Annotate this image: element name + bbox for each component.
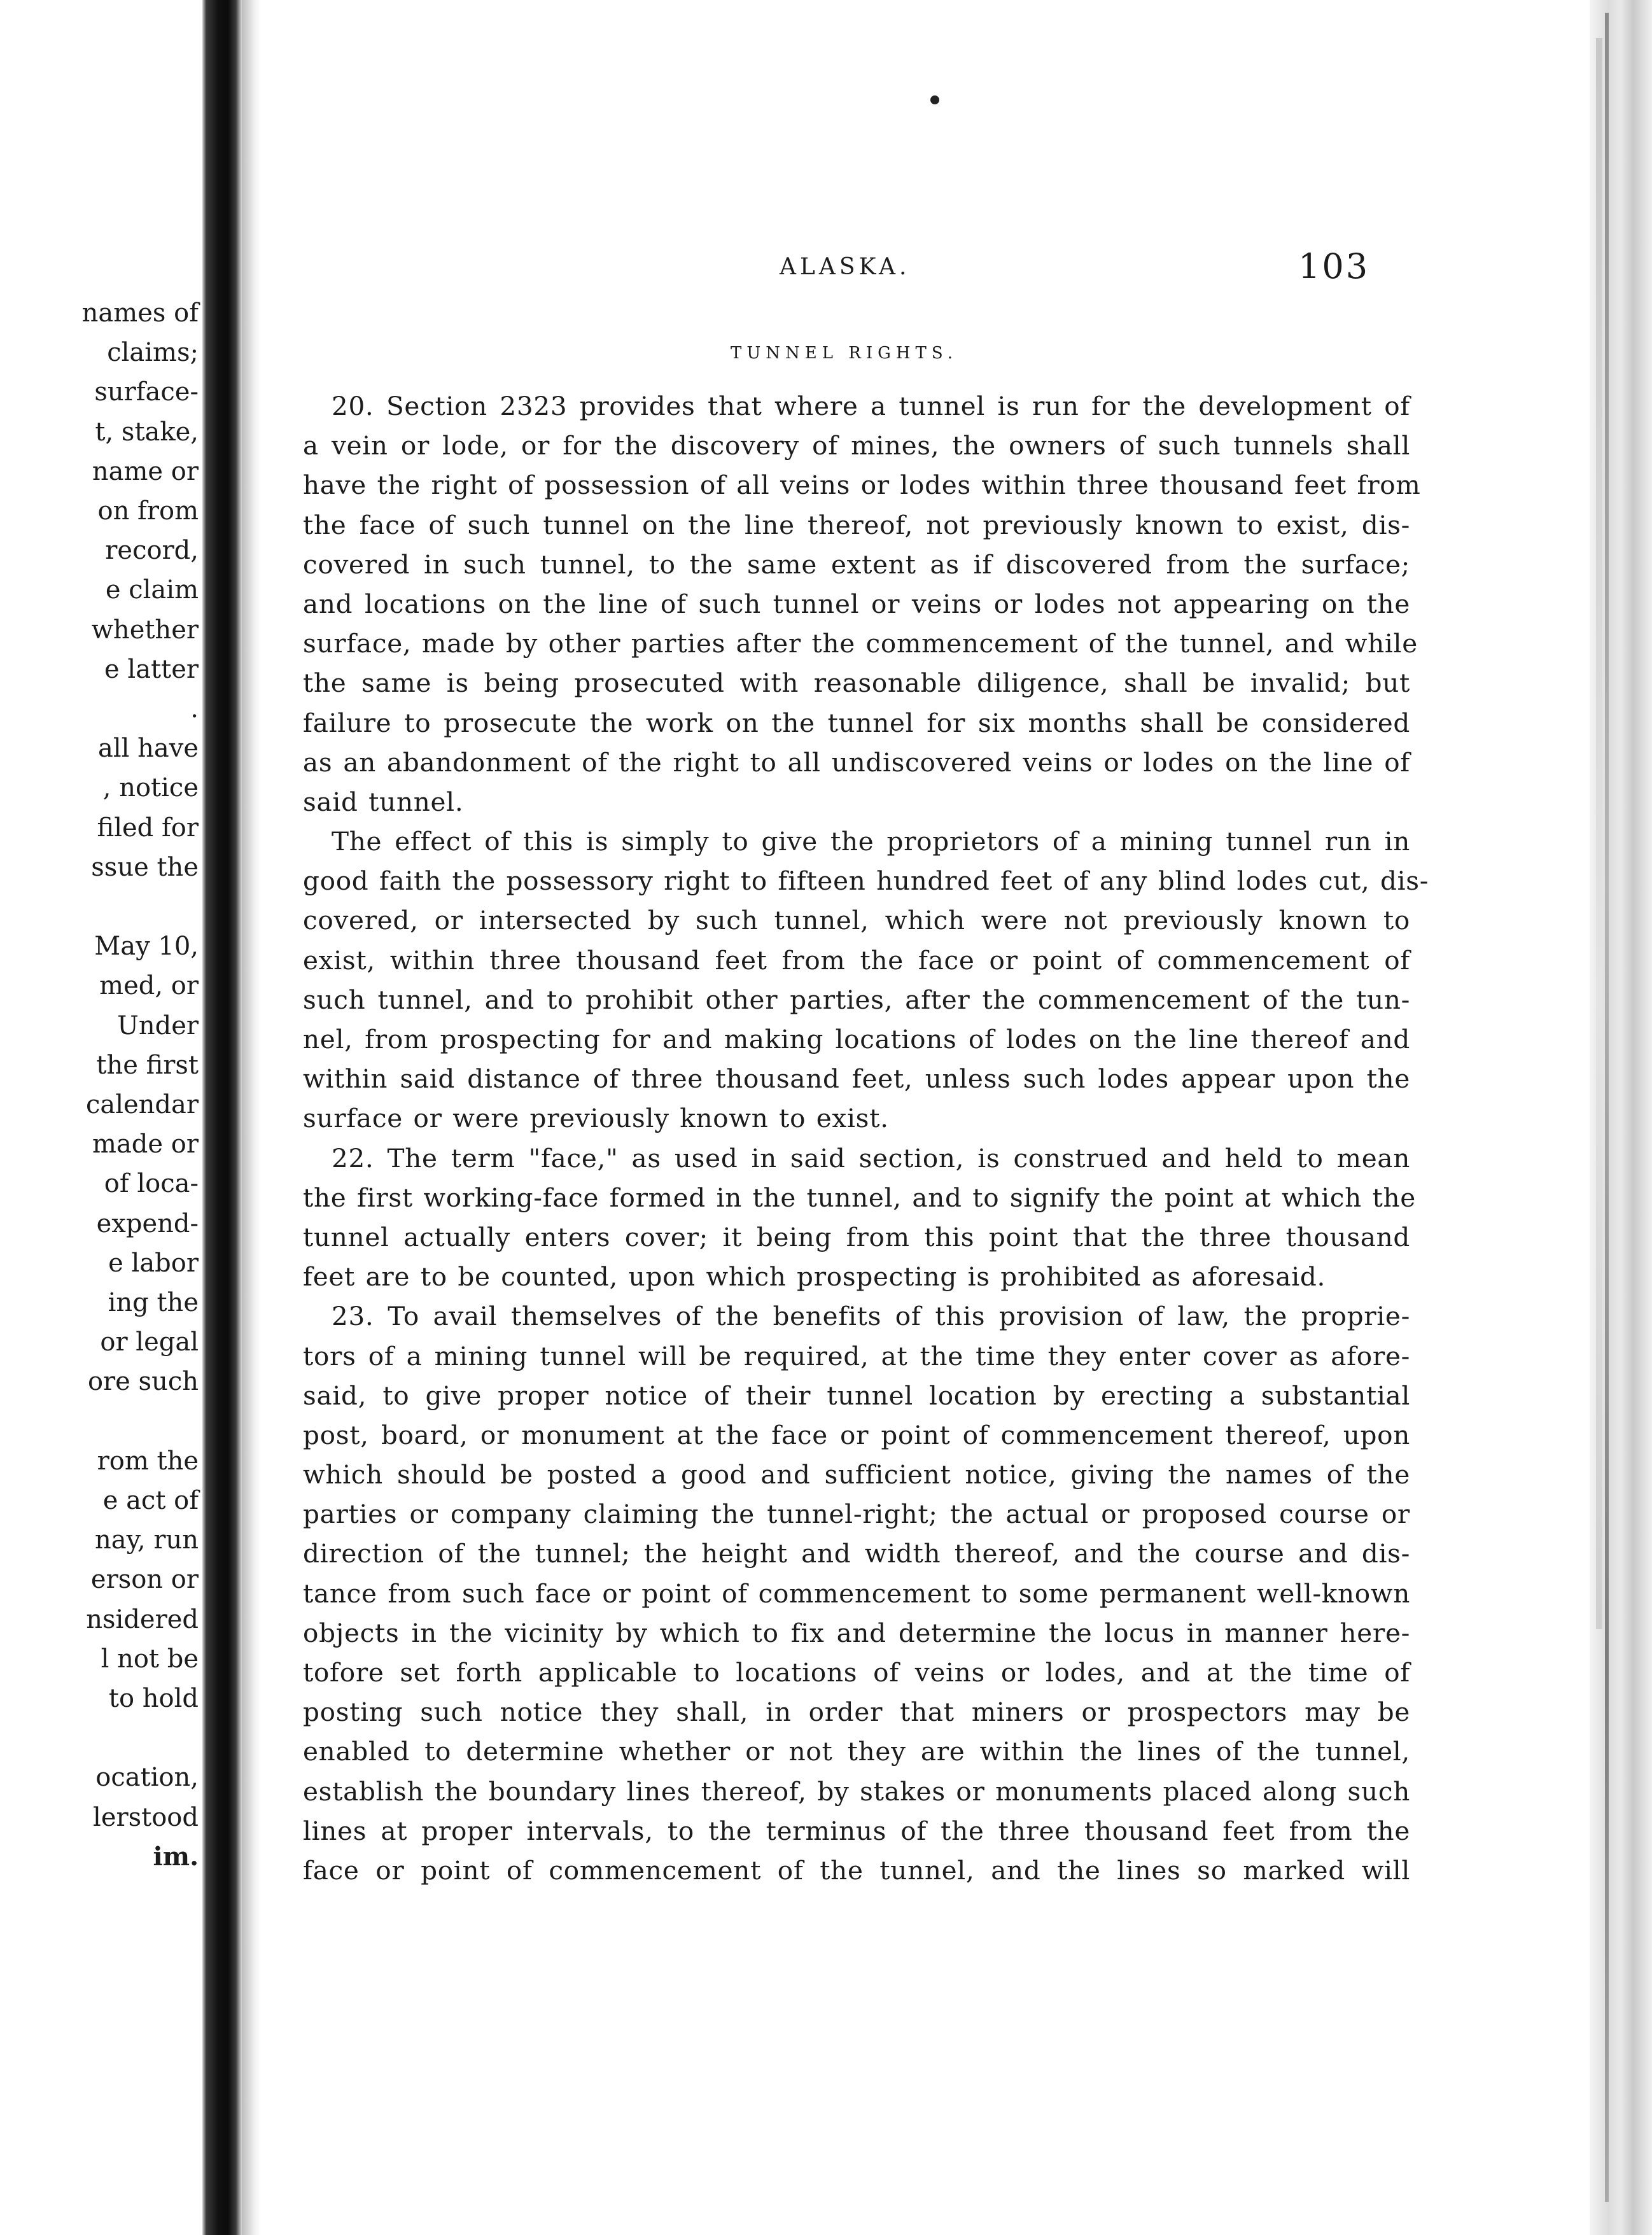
body-line: as an abandonment of the right to all undiscovered veins or lodes on the line of: [303, 746, 1410, 778]
left-page-line: ocation,: [95, 1763, 199, 1793]
body-line: face or point of commencement of the tunnel, and the lines so marked will: [303, 1854, 1410, 1886]
body-line: said, to give proper notice of their tunnel location by erecting a substantial: [303, 1380, 1410, 1411]
left-page-line: claims;: [107, 338, 199, 368]
left-facing-page: [0, 0, 202, 2235]
gutter-shadow: [242, 0, 261, 2235]
left-page-line: the first: [96, 1050, 199, 1080]
running-title: ALASKA.: [780, 254, 911, 280]
body-line: failure to prosecute the work on the tunnel for six months shall be considered: [303, 707, 1410, 738]
left-page-line: nay, run: [95, 1525, 199, 1555]
body-line: have the right of possession of all veins or lodes within three thousand feet from: [303, 470, 1421, 501]
body-line: nel, from prospecting for and making locations of lodes on the line thereof and: [303, 1024, 1410, 1054]
body-line: tofore set forth applicable to locations of veins or lodes, and at the time of: [303, 1657, 1410, 1688]
left-page-line: all have: [97, 734, 199, 764]
left-page-line: to hold: [108, 1684, 199, 1713]
ink-speck: [930, 95, 939, 104]
left-page-line: .: [190, 694, 199, 724]
section-heading: TUNNEL RIGHTS.: [731, 344, 958, 363]
body-line: the face of such tunnel on the line thereof, not previously known to exist, dis-: [303, 509, 1410, 540]
left-page-line: e labor: [108, 1248, 199, 1278]
left-page-line: on from: [97, 496, 199, 526]
left-page-line: Under: [117, 1011, 199, 1040]
body-line: the first working-face formed in the tunnel, and to signify the point at which the: [303, 1182, 1416, 1213]
body-line: good faith the possessory right to fifteen hundred feet of any blind lodes cut, dis-: [303, 865, 1429, 897]
left-page-line: calendar: [85, 1090, 199, 1119]
left-page-line: , notice: [102, 773, 199, 803]
left-page-line: l not be: [101, 1644, 199, 1674]
body-line: surface or were previously known to exist.: [303, 1103, 889, 1134]
body-line: tance from such face or point of commencement to some permanent well-known: [303, 1578, 1410, 1609]
body-line: within said distance of three thousand feet, unless such lodes appear upon the: [303, 1063, 1410, 1095]
left-page-line: or legal: [100, 1328, 199, 1357]
book-cover-edge: [1605, 13, 1609, 2202]
left-page-line: e claim: [105, 575, 199, 605]
body-line: covered, or intersected by such tunnel, which were not previously known to: [303, 905, 1410, 936]
body-text: [303, 386, 1429, 1890]
body-line: posting such notice they shall, in order that miners or prospectors may be: [303, 1697, 1410, 1728]
body-line: and locations on the line of such tunnel or veins or lodes not appearing on the: [303, 588, 1410, 619]
left-page-text-fragments: [0, 0, 199, 2235]
left-page-line: name or: [92, 456, 199, 486]
body-line: such tunnel, and to prohibit other parties, after the commencement of the tun-: [303, 984, 1410, 1015]
body-line: 23. To avail themselves of the benefits of this provision of law, the proprie-: [332, 1301, 1410, 1332]
page-edge-strip: [1596, 38, 1602, 1629]
body-line: a vein or lode, or for the discovery of mines, the owners of such tunnels shall: [303, 430, 1410, 461]
left-page-line: ssue the: [91, 852, 199, 882]
running-head: [261, 248, 1578, 286]
left-page-line: lerstood: [93, 1802, 199, 1832]
body-line: post, board, or monument at the face or point of commencement thereof, upon: [303, 1419, 1410, 1450]
left-page-line: expend-: [96, 1209, 199, 1238]
body-line: surface, made by other parties after the commencement of the tunnel, and while: [303, 628, 1418, 659]
body-line: which should be posted a good and sufficient notice, giving the names of the: [303, 1459, 1410, 1490]
left-page-line: ore such: [87, 1367, 199, 1397]
body-line: tors of a mining tunnel will be required, at the time they enter cover as afore-: [303, 1340, 1410, 1371]
left-page-line: t, stake,: [95, 417, 199, 447]
left-page-line: names of: [81, 298, 199, 328]
body-line: The effect of this is simply to give the proprietors of a mining tunnel run in: [332, 826, 1410, 857]
body-line: parties or company claiming the tunnel-right; the actual or proposed course or: [303, 1499, 1410, 1530]
body-line: the same is being prosecuted with reasonable diligence, shall be invalid; but: [303, 668, 1410, 699]
left-page-line: e act of: [102, 1486, 199, 1515]
body-line: feet are to be counted, upon which prospecting is prohibited as aforesaid.: [303, 1261, 1326, 1293]
body-line: 22. The term "face," as used in said section, is construed and held to mean: [332, 1142, 1410, 1174]
left-page-line: ing the: [108, 1288, 199, 1317]
body-line: said tunnel.: [303, 786, 464, 817]
body-line: direction of the tunnel; the height and width thereof, and the course and dis-: [303, 1538, 1410, 1569]
body-line: covered in such tunnel, to the same extent as if discovered from the surface;: [303, 549, 1410, 580]
left-page-line: rom the: [97, 1446, 199, 1476]
right-page: [261, 0, 1597, 2235]
left-page-line: made or: [92, 1130, 199, 1160]
body-line: exist, within three thousand feet from the face or point of commencement of: [303, 944, 1410, 976]
body-line: lines at proper intervals, to the terminus of the three thousand feet from the: [303, 1815, 1410, 1846]
book-binding-gutter: [202, 0, 242, 2235]
body-line: 20. Section 2323 provides that where a tunnel is run for the development of: [332, 391, 1410, 421]
body-line: establish the boundary lines thereof, by stakes or monuments placed along such: [303, 1776, 1410, 1807]
left-page-line: of loca-: [104, 1169, 199, 1199]
left-page-line: record,: [105, 536, 199, 566]
left-page-line: med, or: [99, 971, 199, 1001]
left-page-line: im.: [153, 1841, 199, 1872]
left-page-line: e latter: [104, 654, 199, 684]
left-page-line: whether: [91, 615, 199, 645]
page-number: 103: [1298, 246, 1370, 286]
left-page-line: filed for: [97, 813, 199, 843]
body-line: tunnel actually enters cover; it being from this point that the three thousand: [303, 1221, 1410, 1252]
left-page-line: surface-: [94, 377, 199, 407]
left-page-line: May 10,: [94, 932, 199, 962]
left-page-line: erson or: [90, 1565, 199, 1595]
body-line: enabled to determine whether or not they are within the lines of the tunnel,: [303, 1736, 1410, 1767]
left-page-line: nsidered: [86, 1604, 199, 1634]
body-line: objects in the vicinity by which to fix and determine the locus in manner here-: [303, 1617, 1410, 1648]
